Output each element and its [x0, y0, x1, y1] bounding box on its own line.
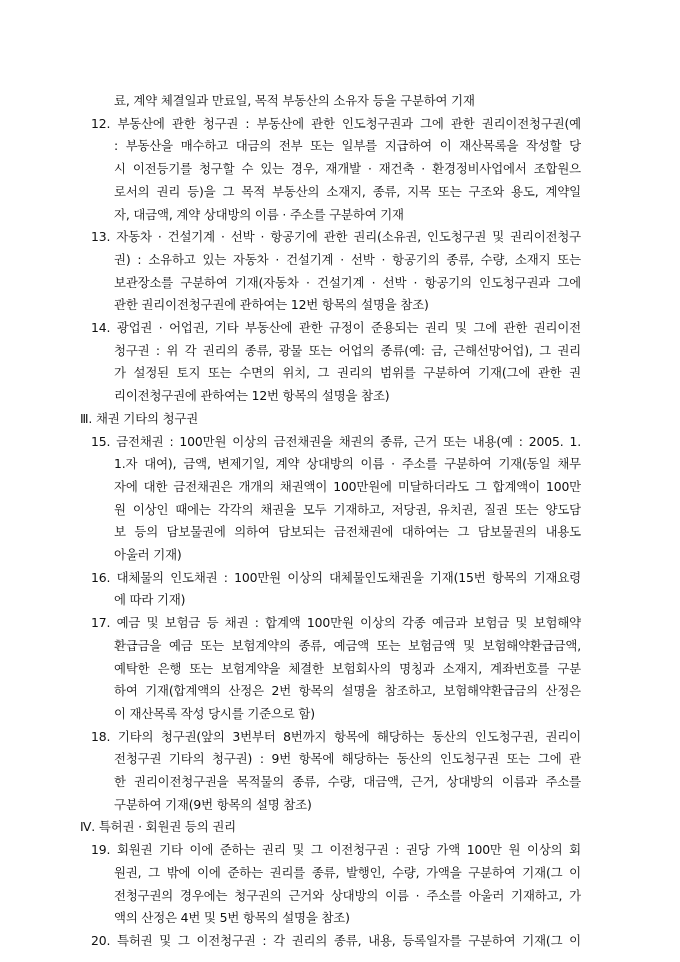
section-heading-4: Ⅳ. 특허권 · 회원권 등의 권리 [80, 819, 236, 835]
text-line: 로서의 권리 등)을 그 목적 부동산의 소재지, 종류, 지목 또는 구조와 용도, 계약일 [114, 183, 581, 199]
text-line: 아울러 기재) [114, 547, 182, 563]
text-line: 리이전청구권에 관하여는 12번 항목의 설명을 참조) [114, 388, 390, 404]
text-line: 가 설정된 토지 또는 수면의 위치, 그 권리의 범위를 구분하여 기재(그에 관한 권 [114, 365, 581, 381]
text-line: 에 따라 기재) [114, 592, 186, 608]
text-line: 권) : 소유하고 있는 자동차 · 건설기계 · 선박 · 항공기의 종류, 수량, 소재지 또는 [114, 251, 581, 267]
text-line: 이 재산목록 작성 당시를 기준으로 함) [114, 705, 315, 721]
text-line: 예탁한 은행 또는 보험계약을 체결한 보험회사의 명칭과 소재지, 계좌번호를 구분 [114, 660, 581, 676]
text-line: 환급금을 예금 또는 보험계약의 종류, 예금액 또는 보험금액 및 보험해약환급금액, [114, 637, 581, 653]
section-heading-3: Ⅲ. 채권 기타의 청구권 [80, 410, 199, 426]
text-line: 원권, 그 밖에 이에 준하는 권리를 종류, 발행인, 수량, 가액을 구분하여 기재(그 이 [114, 864, 581, 880]
text-line: 전청구권의 경우에는 청구권의 근거와 상대방의 이름 · 주소를 아울러 기재하고, 가 [114, 887, 581, 903]
text-line: 시 이전등기를 청구할 수 있는 경우, 재개발 · 재건축 · 환경정비사업에서 조합원으 [114, 161, 581, 177]
text-line: 보 등의 담보물권에 의하여 담보되는 금전채권에 대하여는 그 담보물권의 내용도 [114, 524, 581, 540]
text-line: 보관장소를 구분하여 기재(자동차 · 건설기계 · 선박 · 항공기의 인도청구권과 그에 [114, 274, 581, 290]
item-14-line: 14. 광업권 · 어업권, 기타 부동산에 관한 규정이 준용되는 권리 및 그에 관한 권리이전 [91, 320, 581, 336]
text-line: 액의 산정은 4번 및 5번 항목의 설명을 참조) [114, 910, 350, 926]
text-line: 전청구권 기타의 청구권) : 9번 항목에 해당하는 동산의 인도청구권 또는 그에 관 [114, 751, 581, 767]
text-line: 관한 권리이전청구권에 관하여는 12번 항목의 설명을 참조) [114, 297, 429, 313]
item-17-line: 17. 예금 및 보험금 등 채권 : 합계액 100만원 이상의 각종 예금과 보험금 및 보험해약 [91, 615, 581, 631]
item-13-line: 13. 자동차 · 건설기계 · 선박 · 항공기에 관한 권리(소유권, 인도청구권 및 권리이전청구 [91, 229, 581, 245]
text-line: 하여 기재(합계액의 산정은 2번 항목의 설명을 참조하고, 보험해약환급금의 산정은 [114, 683, 581, 699]
item-16-line: 16. 대체물의 인도채권 : 100만원 이상의 대체물인도채권을 기재(15번 항목의 기재요령 [91, 569, 581, 585]
item-15-line: 15. 금전채권 : 100만원 이상의 금전채권을 채권의 종류, 근거 또는 내용(예 : 2005. 1. [91, 433, 581, 449]
text-line: 구분하여 기재(9번 항목의 설명 참조) [114, 796, 312, 812]
item-12-line: 12. 부동산에 관한 청구권 : 부동산에 관한 인도청구권과 그에 관한 권리이전청구권(예 [91, 115, 581, 131]
item-19-line: 19. 회원권 기타 이에 준하는 권리 및 그 이전청구권 : 권당 가액 100만 원 이상의 회 [91, 842, 581, 858]
text-line: 자, 대금액, 계약 상대방의 이름 · 주소를 구분하여 기재 [114, 206, 404, 222]
item-20-line: 20. 특허권 및 그 이전청구권 : 각 권리의 종류, 내용, 등록일자를 구분하여 기재(그 이 [91, 933, 581, 948]
text-line: 1.자 대여), 금액, 변제기일, 계약 상대방의 이름 · 주소를 구분하여 기재(동일 채무 [114, 456, 581, 472]
item-18-line: 18. 기타의 청구권(앞의 3번부터 8번까지 항목에 해당하는 동산의 인도청구권, 권리이 [91, 728, 581, 744]
text-line: 료, 계약 체결일과 만료일, 목적 부동산의 소유자 등을 구분하여 기재 [114, 93, 475, 108]
text-line: 청구권 : 위 각 권리의 종류, 광물 또는 어업의 종류(예: 금, 근해선망어업), 그 권리 [114, 342, 581, 358]
text-line: 한 권리이전청구권을 목적물의 종류, 수량, 대금액, 근거, 상대방의 이름과 주소를 [114, 774, 581, 790]
text-line: 원 이상인 때에는 각각의 채권을 모두 기재하고, 저당권, 유치권, 질권 또는 양도담 [114, 501, 581, 517]
text-line: : 부동산을 매수하고 대금의 전부 또는 일부를 지급하여 이 재산목록을 작성할 당 [114, 138, 581, 154]
text-line: 자에 대한 금전채권은 개개의 채권액이 100만원에 미달하더라도 그 합계액이 100만 [114, 478, 581, 494]
